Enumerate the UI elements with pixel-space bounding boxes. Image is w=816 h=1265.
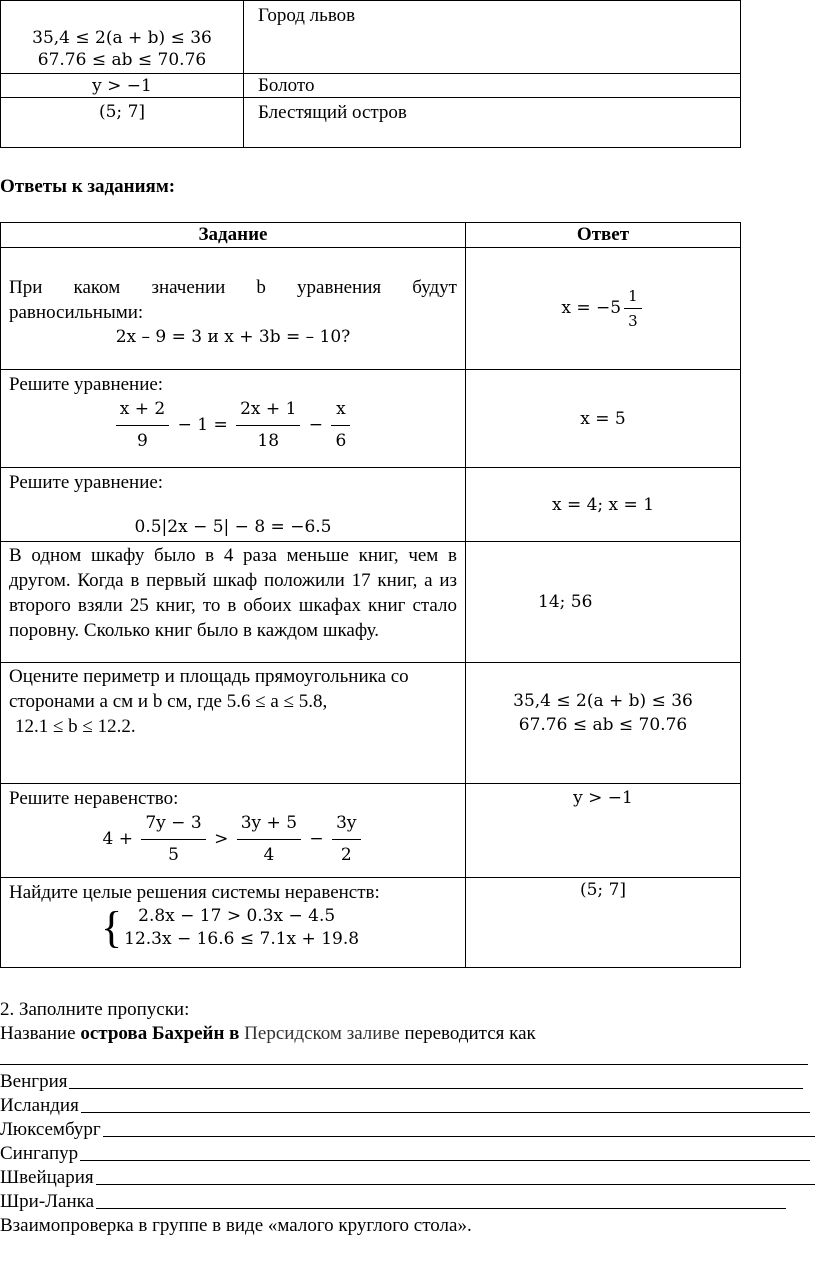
answer-cell: [466, 248, 741, 370]
top-cell-left: [1, 74, 244, 98]
task-cell: [1, 542, 466, 663]
task-text: В одном шкафу было в 4 раза меньше книг, чем в другом. Когда в первый шкаф положили 17 книг, а из второго взяли 25 книг, то в обоих шкафах книг стало поровну. Сколько книг было в каждом шкафу.: [9, 545, 457, 641]
table-row: [1, 248, 741, 370]
fraction-numerator: 3y + 5: [237, 811, 301, 840]
task-cell: [1, 468, 466, 542]
equation-part: −: [309, 829, 324, 849]
fraction-numerator: 2x + 1: [236, 397, 300, 426]
estimate-area: 67.76 ≤ ab ≤ 70.76: [37, 50, 207, 70]
country-row: [0, 1094, 810, 1118]
top-cell-left: [1, 98, 244, 148]
country-label: Исландия: [0, 1095, 79, 1116]
country-label: Сингапур: [0, 1143, 79, 1164]
blank-line[interactable]: [80, 1142, 810, 1161]
blank-line[interactable]: [96, 1190, 786, 1209]
task-cell: [1, 784, 466, 878]
fraction: [141, 811, 205, 868]
answer-fraction: [624, 287, 642, 330]
fill-title: 2. Заполните пропуски:: [0, 999, 190, 1020]
intro-text: Название: [0, 1023, 81, 1044]
column-header-task: Задание: [1, 223, 466, 248]
answer-value: x = −5: [561, 298, 622, 318]
task-text: Найдите целые решения системы неравенств:: [9, 882, 380, 903]
fraction-denominator: 18: [257, 431, 280, 451]
fraction: [116, 397, 169, 454]
equation-part: 4 +: [102, 829, 133, 849]
country-label: Шри-Ланка: [0, 1191, 95, 1212]
fraction: [236, 397, 300, 454]
fraction-denominator: 6: [335, 431, 347, 451]
system-answer: (5; 7]: [98, 102, 146, 122]
task-text: Решите уравнение:: [9, 472, 164, 493]
answer-value: (5; 7]: [579, 880, 627, 900]
answer-word: Город львов: [258, 5, 356, 26]
task-text: 12.1 ≤ b ≤ 12.2.: [15, 716, 136, 737]
answer-value: y > −1: [573, 788, 633, 808]
table-row: [1, 370, 741, 468]
table-row: [1, 784, 741, 878]
task-equation: [9, 811, 457, 868]
top-cell-right: [244, 1, 741, 74]
fill-blank-line[interactable]: [0, 1046, 808, 1070]
country-row: [0, 1166, 815, 1190]
fraction: [237, 811, 301, 868]
fraction-denominator: 5: [168, 845, 179, 865]
country-row: [0, 1190, 786, 1214]
answers-table: [0, 222, 741, 968]
top-cell-left: [1, 1, 244, 74]
answer-word: Болото: [258, 74, 315, 96]
task-text: Оцените периметр и площадь прямоугольника со сторонами a см и b см, где 5.6 ≤ a ≤ 5.8,: [9, 666, 409, 712]
task-equation: 2x – 9 = 3 и x + 3b = – 10?: [115, 327, 351, 347]
intro-gray: Персидском заливе: [239, 1023, 400, 1044]
country-label: Люксембург: [0, 1119, 101, 1140]
fraction-numerator: 7y − 3: [141, 811, 205, 840]
task-cell: [1, 878, 466, 968]
table-row: [1, 878, 741, 968]
system-lines: [124, 905, 359, 951]
fraction-numerator: x + 2: [116, 397, 169, 426]
answer-word: Блестящий остров: [258, 102, 407, 123]
task-text: Решите неравенство:: [9, 788, 179, 809]
intro-text: переводится как: [399, 1023, 536, 1044]
answer-value: x = 4; x = 1: [551, 494, 655, 515]
fill-in-section: [0, 998, 816, 1238]
task-cell: [1, 370, 466, 468]
answer-cell: [466, 784, 741, 878]
left-brace-icon: {: [101, 903, 123, 952]
estimate-perimeter: 35,4 ≤ 2(a + b) ≤ 36: [32, 28, 212, 48]
fraction-numerator: 3y: [332, 811, 360, 840]
equation-part: − 1 =: [177, 415, 228, 435]
fraction-denominator: 9: [137, 431, 148, 451]
top-table: [0, 0, 741, 148]
table-row: [1, 542, 741, 663]
answer-value: x = 5: [580, 408, 626, 429]
system-brace-group: [101, 905, 359, 951]
top-cell-right: [244, 74, 741, 98]
system-line: 12.3x − 16.6 ≤ 7.1x + 19.8: [124, 929, 360, 949]
equation-part: >: [214, 829, 229, 849]
blank-line[interactable]: [0, 1046, 808, 1065]
table-row: [1, 663, 741, 784]
fraction-numerator: x: [331, 397, 350, 426]
blank-line[interactable]: [103, 1118, 815, 1137]
answer-value: 67.76 ≤ ab ≤ 70.76: [518, 715, 688, 735]
country-label: Венгрия: [0, 1071, 68, 1092]
answer-cell: [466, 468, 741, 542]
country-row: [0, 1070, 803, 1094]
answer-value: 35,4 ≤ 2(a + b) ≤ 36: [513, 691, 693, 711]
task-equation: [9, 397, 457, 454]
fraction: [332, 811, 360, 868]
equation-part: −: [308, 415, 324, 435]
fraction-denominator: 2: [340, 845, 352, 865]
inequality-system: [9, 905, 457, 951]
fill-intro: [0, 1022, 816, 1046]
blank-line[interactable]: [96, 1166, 815, 1185]
answers-heading: Ответы к заданиям:: [0, 176, 176, 197]
task-equation: 0.5|2x − 5| − 8 = −6.5: [134, 517, 332, 537]
fraction-numerator: 1: [624, 287, 642, 309]
top-table-row: [1, 1, 741, 74]
inequality-answer: y > −1: [92, 75, 152, 96]
fraction-denominator: 4: [263, 845, 275, 865]
top-cell-right: [244, 98, 741, 148]
blank-line[interactable]: [81, 1094, 810, 1113]
task-cell: [1, 248, 466, 370]
answer-cell: [466, 542, 741, 663]
answer-cell: [466, 370, 741, 468]
answer-value: 14; 56: [538, 592, 593, 612]
task-text: Решите уравнение:: [9, 374, 164, 395]
table-row: [1, 468, 741, 542]
system-line: 2.8x − 17 > 0.3x − 4.5: [138, 906, 336, 926]
country-label: Швейцария: [0, 1167, 94, 1188]
top-table-row: [1, 98, 741, 148]
column-header-answer: Ответ: [466, 223, 741, 248]
table-header-row: [1, 223, 741, 248]
task-cell: [1, 663, 466, 784]
blank-line[interactable]: [69, 1070, 803, 1089]
answer-cell: [466, 878, 741, 968]
intro-bold: острова Бахрейн в: [80, 1023, 240, 1044]
country-row: [0, 1118, 815, 1142]
answer-cell: [466, 663, 741, 784]
top-table-row: [1, 74, 741, 98]
country-row: [0, 1142, 810, 1166]
fraction: [331, 397, 350, 454]
task-text: При каком значении b уравнения будут равносильными:: [9, 277, 457, 323]
fraction-denominator: 3: [628, 312, 638, 330]
closing-text: Взаимопроверка в группе в виде «малого круглого стола».: [0, 1215, 472, 1236]
